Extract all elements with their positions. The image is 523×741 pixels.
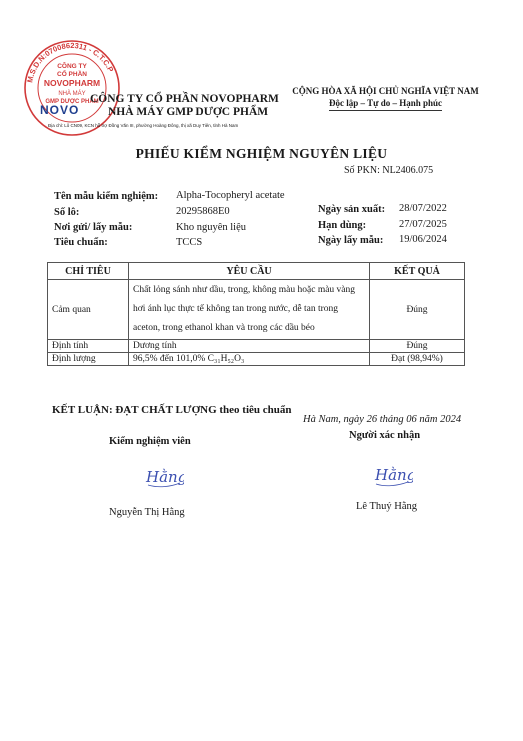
table-row [48, 353, 465, 366]
stamp-line4: NHÀ MÁY [58, 91, 86, 97]
company-line1: CÔNG TY CỔ PHẦN NOVOPHARM [90, 93, 279, 105]
row-requirement: Dương tính [129, 340, 370, 353]
row-criterion: Định tính [48, 340, 129, 353]
row-result: Đúng [370, 340, 465, 353]
sampling-date-value: 19/06/2024 [399, 234, 447, 245]
stamp-line5: GMP DƯỢC PHẨM [45, 99, 99, 105]
sample-name-value: Alpha-Tocopheryl acetate [176, 190, 285, 201]
national-motto: Độc lập – Tự do – Hạnh phúc [329, 97, 442, 111]
tester-title: Kiểm nghiệm viên [109, 436, 191, 447]
header-criterion: CHỈ TIÊU [48, 263, 129, 280]
national-header [283, 85, 488, 111]
document-title: PHIẾU KIỂM NGHIỆM NGUYÊN LIỆU [135, 146, 388, 161]
confirmer-signature [373, 460, 413, 493]
row-result: Đúng [370, 280, 465, 340]
row-requirement: 96,5% đến 101,0% C₃₁H₅₂O₃ [129, 353, 370, 366]
mfg-date-value: 28/07/2022 [399, 203, 447, 214]
lot-label: Số lô: [54, 207, 80, 218]
company-name [90, 93, 279, 119]
standard-label: Tiêu chuẩn: [54, 237, 108, 248]
row-requirement: Chất lỏng sánh như dầu, trong, không màu hoặc màu vàng hơi ánh lục thực tế không tan trong nước, dễ tan trong aceton, trong ethanol khan và trong các dầu béo [129, 280, 370, 340]
tester-signature [144, 462, 184, 495]
document-number: Số PKN: NL2406.075 [344, 165, 434, 176]
sample-name-label: Tên mẫu kiểm nghiệm: [54, 191, 159, 202]
table-header-row [48, 263, 465, 280]
row-result: Đạt (98,94%) [370, 353, 465, 366]
sender-value: Kho nguyên liệu [176, 222, 246, 233]
test-results-table [47, 262, 465, 366]
confirmer-name: Lê Thuý Hằng [356, 501, 418, 512]
sender-label: Nơi gửi/ lấy mẫu: [54, 222, 133, 233]
company-line2: NHÀ MÁY GMP DƯỢC PHẨM [108, 106, 269, 118]
mfg-date-label: Ngày sản xuất: [318, 204, 386, 215]
exp-date-value: 27/07/2025 [399, 219, 447, 230]
row-criterion: Cảm quan [48, 280, 129, 340]
standard-value: TCCS [176, 237, 203, 248]
header-requirement: YÊU CẦU [129, 263, 370, 280]
table-row [48, 280, 465, 340]
conclusion: KẾT LUẬN: ĐẠT CHẤT LƯỢNG theo tiêu chuẩn [52, 404, 292, 416]
confirmer-title: Người xác nhận [349, 430, 421, 441]
stamp-line3: NOVOPHARM [43, 78, 101, 88]
signature-icon [373, 460, 413, 488]
sampling-date-label: Ngày lấy mẫu: [318, 235, 384, 246]
signature-mark: Hằng [375, 466, 413, 484]
republic-name: CỘNG HÒA XÃ HỘI CHỦ NGHĨA VIỆT NAM [292, 86, 479, 96]
stamp-line2: CỔ PHẦN [57, 71, 87, 78]
tester-name: Nguyễn Thị Hằng [109, 507, 185, 518]
lot-value: 20295868E0 [176, 206, 230, 217]
signature-mark: Hằng [146, 468, 184, 486]
header-result: KẾT QUẢ [370, 263, 465, 280]
signature-icon [144, 462, 184, 490]
novo-logo: NOVO [40, 103, 80, 117]
stamp-line1: CÔNG TY [57, 63, 87, 70]
table-row [48, 340, 465, 353]
exp-date-label: Hạn dùng: [318, 220, 367, 231]
row-criterion: Định lượng [48, 353, 129, 366]
stamp-ring-text: M.S.D.N:0700862311 - C.T.C.P [25, 40, 116, 84]
sign-date: Hà Nam, ngày 26 tháng 06 năm 2024 [303, 414, 462, 425]
company-address: Địa chỉ: Lô CN09, KCN hỗ trợ Đồng Văn III, phường Hoàng Đông, thị xã Duy Tiên, tỉnh Hà Nam [48, 123, 239, 128]
